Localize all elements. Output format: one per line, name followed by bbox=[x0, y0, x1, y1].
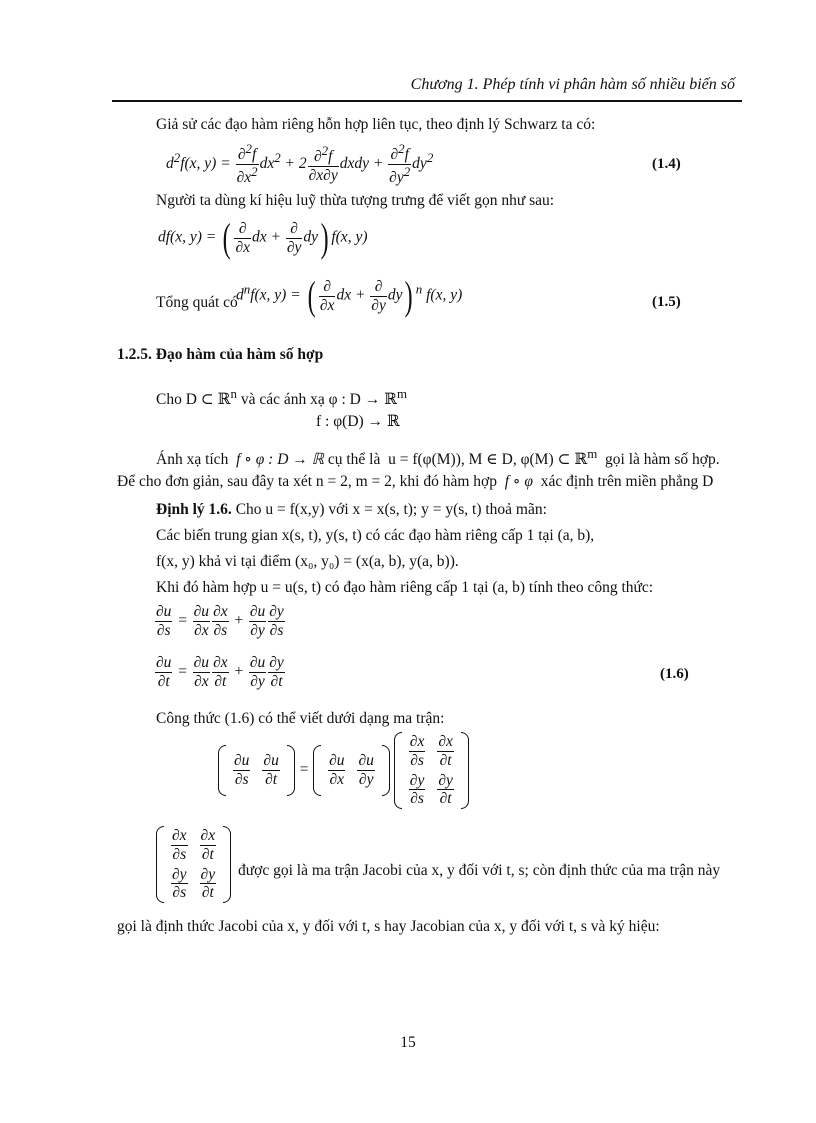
matrix-form-line: Công thức (1.6) có thể viết dưới dạng ma trận: bbox=[156, 710, 445, 727]
equation-number-1-6: (1.6) bbox=[660, 666, 689, 682]
section-heading: 1.2.5. Đạo hàm của hàm số hợp bbox=[117, 346, 324, 363]
equation-1-4: $d^2f(x$, y) = $\frac{\partial^2f}{\partial x^2}$ $dx^2 + 2$ $\frac{\partial^2f}{\partial x\partial y}$ dxdy + $\frac{\partial^2f}{\partial y^2}$ $dy^2$ bbox=[166, 141, 434, 187]
general-prefix: Tổng quát có bbox=[156, 294, 238, 311]
condition-2: f(x, y) khả vi tại điểm (x₀, y₀) = (x(a, b), y(a, b)). bbox=[156, 553, 459, 570]
product-map-line: Ánh xạ tích f ∘ φ : D → ℝ cụ thể là u = f(φ(M)), M ∈ D, φ(M) ⊂ ℝ$^m$ gọi là hàm số hợp. bbox=[156, 446, 720, 469]
equation-number-1-5: (1.5) bbox=[652, 294, 681, 310]
theorem-label: Định lý 1.6. bbox=[156, 501, 232, 518]
called-composite-label: gọi là hàm số hợp. bbox=[605, 451, 720, 469]
cho-word: Cho bbox=[156, 391, 182, 409]
simplify-text: Để cho đơn giản, sau đây ta xét n = 2, m = 2, khi đó hàm hợp bbox=[117, 473, 497, 490]
matrix-equation: $\frac{\partial u}{\partial s}$ $\frac{\partial u}{\partial t}$ = $\frac{\partial u}{\partial x}$ $\frac{\partial u}{\partial y}$ $\frac{\partial x}{\partial s}$ $\frac{\partial x}{\partial t}$ $\frac{\partial y}{\partial s}$ $\frac{\partial y}{\partial t}$ bbox=[218, 732, 469, 809]
maps-word: và các ánh xạ bbox=[240, 391, 325, 409]
defined-plane-text: xác định trên miền phẳng D bbox=[540, 473, 714, 490]
jacobi-line: được gọi là ma trận Jacobi của x, y đối với t, s; còn định thức của ma trận này bbox=[238, 862, 721, 879]
theorem-line bbox=[156, 501, 547, 519]
jacobi-matrix: $\frac{\partial x}{\partial s}$ $\frac{\partial x}{\partial t}$ $\frac{\partial y}{\partial s}$ $\frac{\partial y}{\partial t}$ bbox=[156, 826, 231, 903]
f-map-line: f : φ(D) → ℝ bbox=[316, 413, 400, 430]
product-map-label: Ánh xạ tích bbox=[156, 451, 229, 469]
cho-line: Cho D ⊂ ℝ$^n$ và các ánh xạ φ : D → ℝ$^m$ bbox=[156, 386, 408, 409]
df-formula: df(x, y) = ( $\frac{\partial}{\partial x}$ dx + $\frac{\partial}{\partial y}$ dy) f(x, y) bbox=[158, 215, 368, 260]
equation-1-6-t: $\frac{\partial u}{\partial t}$ = $\frac{\partial u}{\partial x}$ $\frac{\partial x}{\partial t}$ + $\frac{\partial u}{\partial y}$ $\frac{\partial y}{\partial t}$ bbox=[156, 654, 284, 690]
jacobian-line: gọi là định thức Jacobi của x, y đối với t, s hay Jacobian của x, y đối với t, s và ký hiệu: bbox=[117, 918, 660, 935]
equation-number-1-4: (1.4) bbox=[652, 156, 681, 172]
header-rule bbox=[112, 100, 742, 102]
theorem-text: Cho u = f(x,y) với x = x(s, t); y = y(s, t) thoả mãn: bbox=[235, 501, 547, 518]
equation-1-5: $d^nf(x$, y) = ( $\frac{\partial}{\partial x}$ dx + $\frac{\partial}{\partial y}$ dy) $^n$ f(x, y) bbox=[236, 273, 463, 318]
intro-line: Giả sử các đạo hàm riêng hỗn hợp liên tục, theo định lý Schwarz ta có: bbox=[156, 116, 596, 133]
simplify-line: Để cho đơn giản, sau đây ta xét n = 2, m = 2, khi đó hàm hợp f ∘ φ xác định trên miền phẳng D bbox=[117, 473, 714, 490]
condition-1: Các biến trung gian x(s, t), y(s, t) có các đạo hàm riêng cấp 1 tại (a, b), bbox=[156, 527, 595, 544]
chapter-header: Chương 1. Phép tính vi phân hàm số nhiều biến số bbox=[410, 76, 735, 93]
then-line: Khi đó hàm hợp u = u(s, t) có đạo hàm riêng cấp 1 tại (a, b) tính theo công thức: bbox=[156, 579, 654, 596]
equation-1-6-s: $\frac{\partial u}{\partial s}$ = $\frac{\partial u}{\partial x}$ $\frac{\partial x}{\partial s}$ + $\frac{\partial u}{\partial y}$ $\frac{\partial y}{\partial s}$ bbox=[156, 603, 284, 639]
concretely-label: cụ thể là bbox=[327, 451, 381, 469]
symbolic-notation-line: Người ta dùng kí hiệu luỹ thừa tượng trưng để viết gọn như sau: bbox=[156, 192, 555, 209]
page-number: 15 bbox=[400, 1034, 416, 1051]
